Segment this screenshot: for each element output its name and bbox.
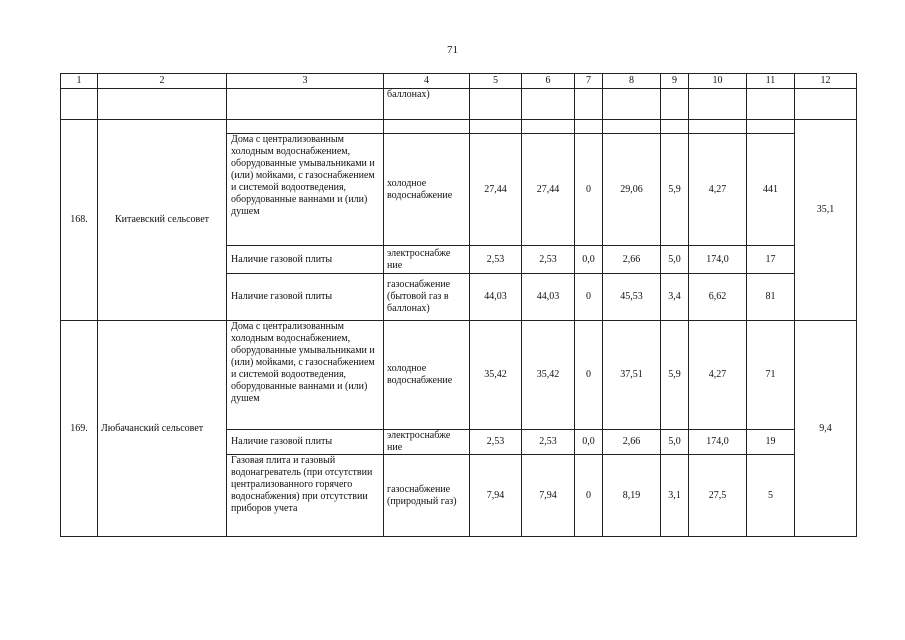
table-row: Наличие газовой плиты электроснабже ние 2,53 2,53 0,0 2,66 5,0 174,0 19 [61,430,857,455]
table-row [61,120,857,134]
column-header: 12 [795,74,857,89]
table-row: Газовая плита и газовый водонагреватель (при отсутствии централизованного горячего водоснабжения) при отсутствии приборов учета газоснабжение (природный газ) 7,94 7,94 0 8,19 3,1 27,5 5 [61,455,857,537]
table-row: Наличие газовой плиты газоснабжение (бытовой газ в баллонах) 44,03 44,03 0 45,53 3,4 6,62 81 [61,274,857,321]
service-type: электроснабже ние [384,246,470,274]
settlement-name: Китаевский сельсовет [98,120,227,321]
housing-description: Наличие газовой плиты [227,246,384,274]
column-header: 5 [470,74,522,89]
table-row: 169. Любачанский сельсовет Дома с централизованным холодным водоснабжением, оборудованные умывальниками и (или) мойками, с газоснабжением и системой водоотведения, оборудованные ваннами и (или) душем холодное водоснабжение 35,42 35,42 0 37,51 5,9 4,27 71 9,4 [61,321,857,430]
row-number: 168. [61,120,98,321]
table-row: Дома с централизованным холодным водоснабжением, оборудованные умывальниками и (или) мойками, с газоснабжением и системой водоотведения, оборудованные ваннами и (или) душем холодное водоснабжение 27,44 27,44 0 29,06 5,9 4,27 441 [61,134,857,246]
service-type: электроснабже ние [384,430,470,455]
settlement-name: Любачанский сельсовет [98,321,227,537]
column-header: 6 [522,74,575,89]
column-header: 2 [98,74,227,89]
column-header: 1 [61,74,98,89]
service-type: газоснабжение (природный газ) [384,455,470,537]
housing-description: Наличие газовой плиты [227,274,384,321]
housing-description: Дома с централизованным холодным водоснабжением, оборудованные умывальниками и (или) мойками, с газоснабжением и системой водоотведения, оборудованные ваннами и (или) душем [227,321,384,430]
service-type: газоснабжение (бытовой газ в баллонах) [384,274,470,321]
row-number: 169. [61,321,98,537]
tariff-table [60,73,857,537]
table-row: Наличие газовой плиты электроснабже ние 2,53 2,53 0,0 2,66 5,0 174,0 17 [61,246,857,274]
header-row [61,74,857,89]
housing-description: Газовая плита и газовый водонагреватель (при отсутствии централизованного горячего водоснабжения) при отсутствии приборов учета [227,455,384,537]
column-header: 10 [689,74,747,89]
service-type: холодное водоснабжение [384,321,470,430]
carry-over-cell: баллонах) [384,89,470,120]
col12-value: 9,4 [795,321,857,537]
column-header: 4 [384,74,470,89]
col12-value: 35,1 [795,120,857,321]
column-header: 7 [575,74,603,89]
page-number: 71 [447,44,458,56]
column-header: 3 [227,74,384,89]
column-header: 8 [603,74,661,89]
carry-over-row [61,89,857,120]
housing-description: Дома с централизованным холодным водоснабжением, оборудованные умывальниками и (или) мойками, с газоснабжением и системой водоотведения, оборудованные ваннами и (или) душем [227,134,384,246]
column-header: 9 [661,74,689,89]
housing-description: Наличие газовой плиты [227,430,384,455]
service-type: холодное водоснабжение [384,134,470,246]
column-header: 11 [747,74,795,89]
